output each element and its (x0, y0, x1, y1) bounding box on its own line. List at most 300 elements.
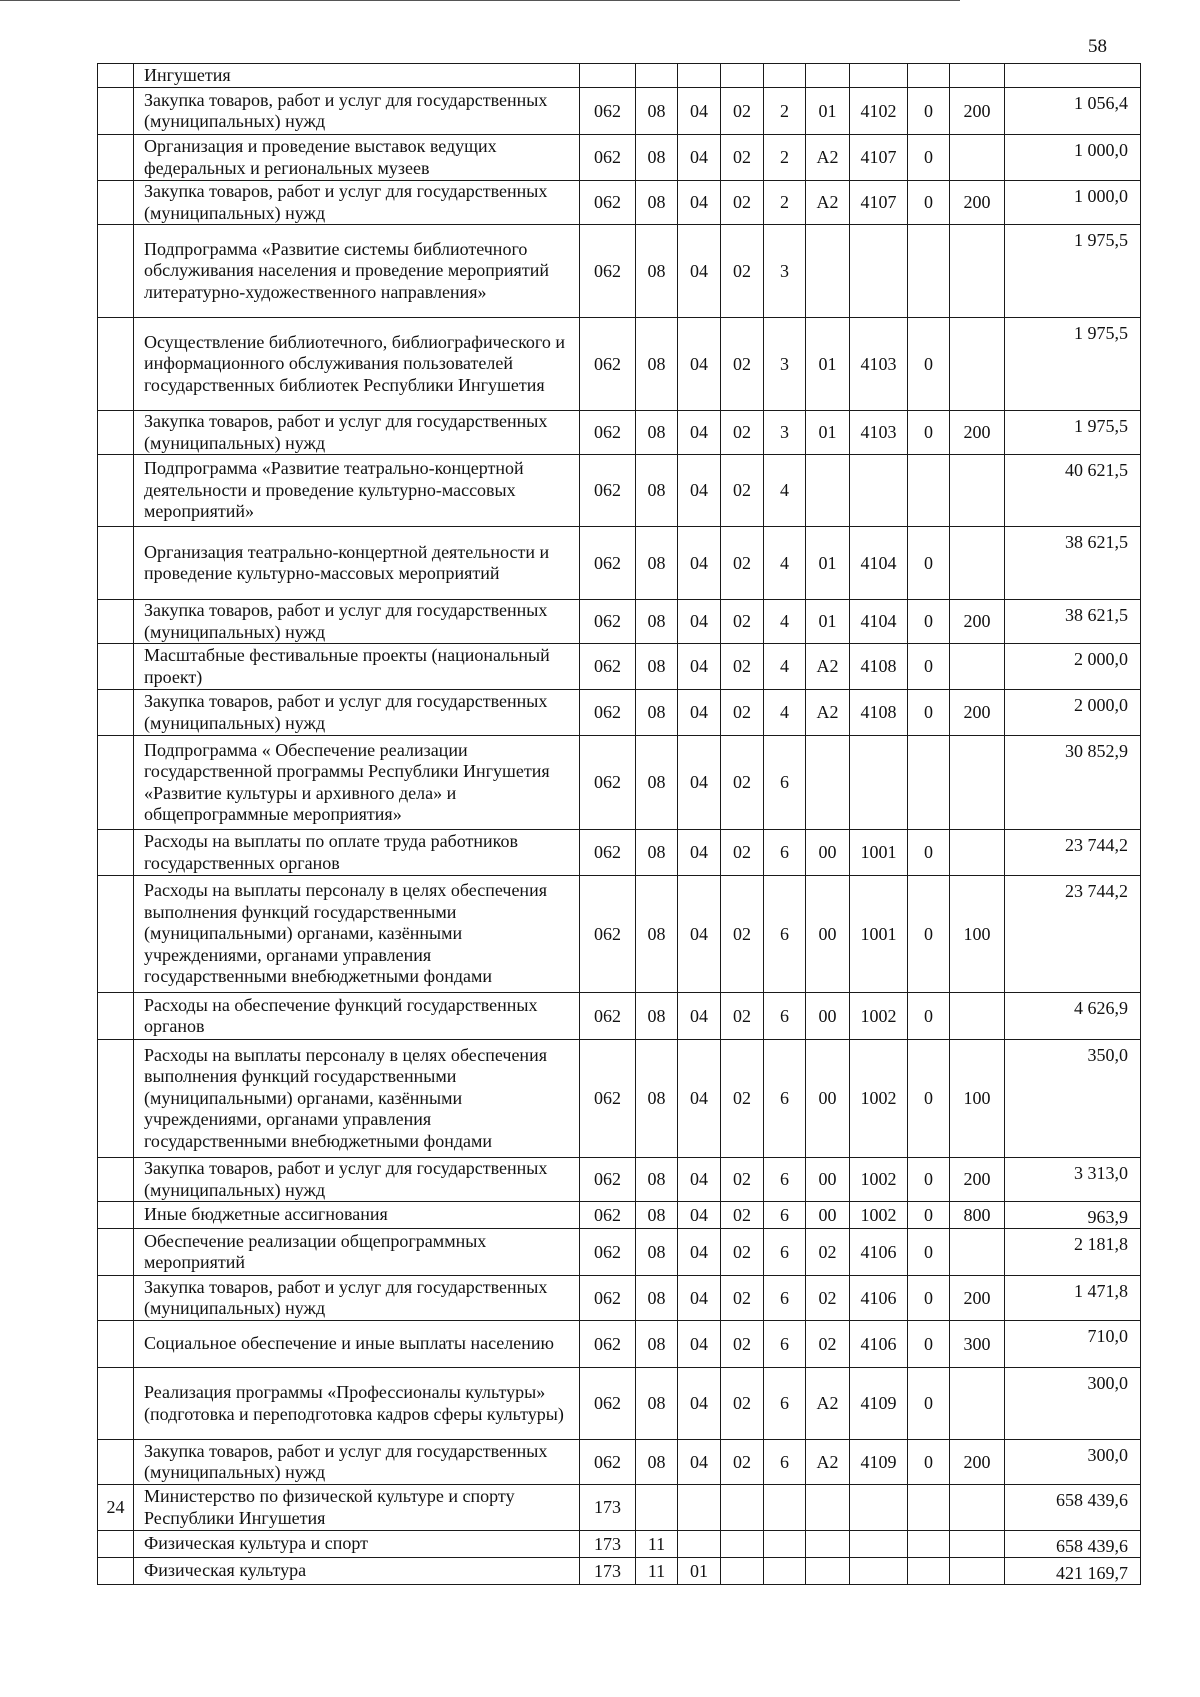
item-name-cell: Реализация программы «Профессионалы культуры» (подготовка и переподготовка кадров сферы культуры) (134, 1368, 580, 1440)
subsection-code-cell (678, 1485, 721, 1531)
item-name-cell: Ингушетия (134, 64, 580, 88)
expense-type-code-cell: 200 (950, 1276, 1005, 1321)
subprogram-code-cell: 6 (764, 876, 806, 993)
amount-cell: 658 439,6 (1005, 1531, 1141, 1558)
subprogram-code-cell: 6 (764, 1040, 806, 1158)
subprogram-code-cell: 6 (764, 993, 806, 1040)
table-row (98, 411, 1141, 455)
amount-cell (1005, 64, 1141, 88)
table-row (98, 318, 1141, 411)
table-row (98, 644, 1141, 690)
table-row (98, 1276, 1141, 1321)
amount-cell: 1 000,0 (1005, 181, 1141, 225)
expense-type-code-cell (950, 644, 1005, 690)
item-name-cell: Подпрограмма «Развитие системы библиотечного обслуживания населения и проведение мероприятий литературно-художественного направления» (134, 225, 580, 318)
section-code-cell: 08 (636, 318, 678, 411)
table-row (98, 1040, 1141, 1158)
item-name-cell: Физическая культура (134, 1558, 580, 1585)
section-code-cell: 08 (636, 411, 678, 455)
event-code-cell: 01 (806, 88, 850, 135)
table-row (98, 64, 1141, 88)
reserve-code-cell: 0 (908, 1158, 950, 1202)
admin-code-cell: 173 (580, 1485, 636, 1531)
subsection-code-cell (678, 1531, 721, 1558)
row-number-cell (98, 644, 134, 690)
item-name-cell: Подпрограмма « Обеспечение реализации государственной программы Республики Ингушетия «Развитие культуры и архивного дела» и общепрограммные мероприятия» (134, 736, 580, 830)
row-number-cell (98, 1531, 134, 1558)
subprogram-code-cell: 3 (764, 411, 806, 455)
row-number-cell (98, 876, 134, 993)
event-code-cell (806, 1558, 850, 1585)
row-number-cell (98, 1321, 134, 1368)
section-code-cell: 08 (636, 1440, 678, 1485)
admin-code-cell: 062 (580, 644, 636, 690)
section-code-cell: 11 (636, 1531, 678, 1558)
program-code-cell: 02 (721, 736, 764, 830)
section-code-cell: 08 (636, 690, 678, 736)
table-row (98, 135, 1141, 181)
table-row (98, 455, 1141, 527)
amount-cell: 4 626,9 (1005, 993, 1141, 1040)
reserve-code-cell: 0 (908, 993, 950, 1040)
admin-code-cell: 062 (580, 225, 636, 318)
row-number-cell: 24 (98, 1485, 134, 1531)
item-name-cell: Закупка товаров, работ и услуг для государственных (муниципальных) нужд (134, 1276, 580, 1321)
table-row (98, 600, 1141, 644)
subprogram-code-cell (764, 1485, 806, 1531)
reserve-code-cell: 0 (908, 1276, 950, 1321)
item-name-cell: Физическая культура и спорт (134, 1531, 580, 1558)
admin-code-cell: 062 (580, 1229, 636, 1276)
expense-type-code-cell (950, 1229, 1005, 1276)
section-code-cell: 08 (636, 830, 678, 876)
event-code-cell: А2 (806, 1368, 850, 1440)
admin-code-cell: 062 (580, 411, 636, 455)
item-name-cell: Иные бюджетные ассигнования (134, 1202, 580, 1229)
reserve-code-cell (908, 1531, 950, 1558)
subsection-code-cell: 04 (678, 736, 721, 830)
reserve-code-cell (908, 736, 950, 830)
program-code-cell: 02 (721, 1440, 764, 1485)
amount-cell: 1 056,4 (1005, 88, 1141, 135)
event-code-cell: 00 (806, 1202, 850, 1229)
budget-table-wrapper (97, 63, 1140, 1585)
subprogram-code-cell: 3 (764, 225, 806, 318)
item-name-cell: Закупка товаров, работ и услуг для государственных (муниципальных) нужд (134, 690, 580, 736)
program-code-cell: 02 (721, 181, 764, 225)
program-code-cell: 02 (721, 411, 764, 455)
table-row (98, 1558, 1141, 1585)
event-code-cell: 01 (806, 318, 850, 411)
expense-type-code-cell (950, 1368, 1005, 1440)
subsection-code-cell: 04 (678, 1368, 721, 1440)
direction-code-cell: 4102 (850, 88, 908, 135)
admin-code-cell: 062 (580, 1440, 636, 1485)
direction-code-cell: 1001 (850, 876, 908, 993)
expense-type-code-cell (950, 993, 1005, 1040)
item-name-cell: Обеспечение реализации общепрограммных мероприятий (134, 1229, 580, 1276)
subprogram-code-cell: 3 (764, 318, 806, 411)
row-number-cell (98, 993, 134, 1040)
subprogram-code-cell: 2 (764, 181, 806, 225)
subsection-code-cell: 04 (678, 225, 721, 318)
event-code-cell: 01 (806, 411, 850, 455)
item-name-cell: Подпрограмма «Развитие театрально-концертной деятельности и проведение культурно-массовых мероприятий» (134, 455, 580, 527)
direction-code-cell (850, 736, 908, 830)
event-code-cell (806, 225, 850, 318)
expense-type-code-cell (950, 455, 1005, 527)
subprogram-code-cell: 4 (764, 644, 806, 690)
amount-cell: 38 621,5 (1005, 527, 1141, 600)
item-name-cell: Расходы на обеспечение функций государственных органов (134, 993, 580, 1040)
item-name-cell: Расходы на выплаты персоналу в целях обеспечения выполнения функций государственными (муниципальными) органами, казёнными учреждениями, органами управления государственными внебюджетными фондами (134, 1040, 580, 1158)
reserve-code-cell: 0 (908, 644, 950, 690)
amount-cell: 23 744,2 (1005, 876, 1141, 993)
row-number-cell (98, 135, 134, 181)
section-code-cell: 08 (636, 644, 678, 690)
table-row (98, 1321, 1141, 1368)
subprogram-code-cell: 6 (764, 830, 806, 876)
expense-type-code-cell: 200 (950, 1158, 1005, 1202)
reserve-code-cell: 0 (908, 600, 950, 644)
subprogram-code-cell (764, 1558, 806, 1585)
section-code-cell: 08 (636, 1276, 678, 1321)
reserve-code-cell (908, 1485, 950, 1531)
table-row (98, 88, 1141, 135)
admin-code-cell: 062 (580, 455, 636, 527)
event-code-cell: А2 (806, 644, 850, 690)
amount-cell: 23 744,2 (1005, 830, 1141, 876)
reserve-code-cell: 0 (908, 690, 950, 736)
direction-code-cell: 4107 (850, 135, 908, 181)
table-row (98, 527, 1141, 600)
amount-cell: 38 621,5 (1005, 600, 1141, 644)
subsection-code-cell: 04 (678, 993, 721, 1040)
section-code-cell: 08 (636, 1321, 678, 1368)
program-code-cell: 02 (721, 876, 764, 993)
subsection-code-cell: 04 (678, 1229, 721, 1276)
amount-cell: 300,0 (1005, 1368, 1141, 1440)
program-code-cell: 02 (721, 600, 764, 644)
admin-code-cell: 062 (580, 318, 636, 411)
row-number-cell (98, 690, 134, 736)
event-code-cell (806, 1531, 850, 1558)
program-code-cell: 02 (721, 1276, 764, 1321)
expense-type-code-cell (950, 318, 1005, 411)
amount-cell: 1 975,5 (1005, 318, 1141, 411)
amount-cell: 2 000,0 (1005, 690, 1141, 736)
row-number-cell (98, 1229, 134, 1276)
event-code-cell: 00 (806, 830, 850, 876)
expense-type-code-cell (950, 1558, 1005, 1585)
subsection-code-cell: 04 (678, 600, 721, 644)
event-code-cell: 00 (806, 993, 850, 1040)
row-number-cell (98, 1158, 134, 1202)
event-code-cell (806, 455, 850, 527)
event-code-cell (806, 1485, 850, 1531)
subsection-code-cell: 04 (678, 181, 721, 225)
row-number-cell (98, 1558, 134, 1585)
reserve-code-cell: 0 (908, 181, 950, 225)
table-row (98, 876, 1141, 993)
expense-type-code-cell: 300 (950, 1321, 1005, 1368)
reserve-code-cell: 0 (908, 1440, 950, 1485)
program-code-cell: 02 (721, 1321, 764, 1368)
amount-cell: 30 852,9 (1005, 736, 1141, 830)
item-name-cell: Закупка товаров, работ и услуг для государственных (муниципальных) нужд (134, 181, 580, 225)
direction-code-cell: 4106 (850, 1276, 908, 1321)
subsection-code-cell: 04 (678, 690, 721, 736)
scan-edge-top (0, 0, 960, 1)
table-row (98, 1531, 1141, 1558)
event-code-cell: 02 (806, 1321, 850, 1368)
program-code-cell: 02 (721, 318, 764, 411)
subsection-code-cell: 01 (678, 1558, 721, 1585)
direction-code-cell: 4107 (850, 181, 908, 225)
row-number-cell (98, 88, 134, 135)
reserve-code-cell (908, 225, 950, 318)
section-code-cell: 08 (636, 181, 678, 225)
amount-cell: 350,0 (1005, 1040, 1141, 1158)
subsection-code-cell: 04 (678, 1440, 721, 1485)
table-row (98, 1158, 1141, 1202)
section-code-cell: 08 (636, 1229, 678, 1276)
section-code-cell (636, 64, 678, 88)
table-row (98, 1229, 1141, 1276)
expense-type-code-cell: 200 (950, 1440, 1005, 1485)
subprogram-code-cell: 6 (764, 1321, 806, 1368)
subprogram-code-cell: 4 (764, 690, 806, 736)
direction-code-cell: 4109 (850, 1440, 908, 1485)
event-code-cell: 02 (806, 1276, 850, 1321)
subprogram-code-cell: 6 (764, 1368, 806, 1440)
event-code-cell: А2 (806, 1440, 850, 1485)
amount-cell: 658 439,6 (1005, 1485, 1141, 1531)
subsection-code-cell: 04 (678, 1321, 721, 1368)
reserve-code-cell: 0 (908, 135, 950, 181)
amount-cell: 1 000,0 (1005, 135, 1141, 181)
section-code-cell: 08 (636, 135, 678, 181)
event-code-cell (806, 64, 850, 88)
subprogram-code-cell: 6 (764, 1202, 806, 1229)
program-code-cell: 02 (721, 1158, 764, 1202)
subprogram-code-cell: 4 (764, 527, 806, 600)
table-body (98, 64, 1141, 1585)
expense-type-code-cell (950, 225, 1005, 318)
reserve-code-cell: 0 (908, 88, 950, 135)
subsection-code-cell: 04 (678, 88, 721, 135)
admin-code-cell: 062 (580, 88, 636, 135)
event-code-cell: 02 (806, 1229, 850, 1276)
section-code-cell: 08 (636, 88, 678, 135)
program-code-cell: 02 (721, 644, 764, 690)
program-code-cell (721, 1531, 764, 1558)
direction-code-cell: 4106 (850, 1321, 908, 1368)
amount-cell: 1 975,5 (1005, 225, 1141, 318)
table-row (98, 830, 1141, 876)
amount-cell: 1 471,8 (1005, 1276, 1141, 1321)
row-number-cell (98, 1368, 134, 1440)
reserve-code-cell: 0 (908, 1040, 950, 1158)
direction-code-cell (850, 1558, 908, 1585)
admin-code-cell: 062 (580, 1276, 636, 1321)
direction-code-cell: 1002 (850, 1202, 908, 1229)
section-code-cell: 08 (636, 225, 678, 318)
row-number-cell (98, 736, 134, 830)
expense-type-code-cell: 200 (950, 181, 1005, 225)
item-name-cell: Расходы на выплаты по оплате труда работников государственных органов (134, 830, 580, 876)
amount-cell: 710,0 (1005, 1321, 1141, 1368)
item-name-cell: Закупка товаров, работ и услуг для государственных (муниципальных) нужд (134, 411, 580, 455)
expense-type-code-cell (950, 1531, 1005, 1558)
reserve-code-cell: 0 (908, 1202, 950, 1229)
subsection-code-cell: 04 (678, 1158, 721, 1202)
table-row (98, 1202, 1141, 1229)
event-code-cell: 00 (806, 1158, 850, 1202)
row-number-cell (98, 181, 134, 225)
item-name-cell: Осуществление библиотечного, библиографического и информационного обслуживания пользователей государственных библиотек Республики Ингушетия (134, 318, 580, 411)
direction-code-cell: 1002 (850, 1040, 908, 1158)
subprogram-code-cell: 2 (764, 88, 806, 135)
reserve-code-cell (908, 1558, 950, 1585)
item-name-cell: Закупка товаров, работ и услуг для государственных (муниципальных) нужд (134, 88, 580, 135)
amount-cell: 963,9 (1005, 1202, 1141, 1229)
expense-type-code-cell: 200 (950, 411, 1005, 455)
reserve-code-cell: 0 (908, 1368, 950, 1440)
program-code-cell: 02 (721, 88, 764, 135)
direction-code-cell (850, 64, 908, 88)
table-row (98, 181, 1141, 225)
direction-code-cell: 4108 (850, 690, 908, 736)
admin-code-cell: 062 (580, 736, 636, 830)
section-code-cell: 08 (636, 455, 678, 527)
admin-code-cell: 173 (580, 1531, 636, 1558)
subsection-code-cell: 04 (678, 135, 721, 181)
subsection-code-cell: 04 (678, 527, 721, 600)
subsection-code-cell: 04 (678, 644, 721, 690)
program-code-cell: 02 (721, 455, 764, 527)
subsection-code-cell: 04 (678, 830, 721, 876)
program-code-cell (721, 1485, 764, 1531)
program-code-cell: 02 (721, 830, 764, 876)
expense-type-code-cell (950, 830, 1005, 876)
section-code-cell: 11 (636, 1558, 678, 1585)
section-code-cell: 08 (636, 993, 678, 1040)
amount-cell: 40 621,5 (1005, 455, 1141, 527)
item-name-cell: Организация театрально-концертной деятельности и проведение культурно-массовых мероприятий (134, 527, 580, 600)
subprogram-code-cell: 6 (764, 736, 806, 830)
direction-code-cell: 4103 (850, 411, 908, 455)
subprogram-code-cell: 6 (764, 1276, 806, 1321)
row-number-cell (98, 830, 134, 876)
event-code-cell: А2 (806, 690, 850, 736)
table-row (98, 993, 1141, 1040)
direction-code-cell (850, 455, 908, 527)
admin-code-cell: 062 (580, 181, 636, 225)
direction-code-cell: 1002 (850, 1158, 908, 1202)
program-code-cell: 02 (721, 993, 764, 1040)
subsection-code-cell: 04 (678, 1276, 721, 1321)
admin-code-cell: 062 (580, 1040, 636, 1158)
reserve-code-cell (908, 455, 950, 527)
item-name-cell: Масштабные фестивальные проекты (национальный проект) (134, 644, 580, 690)
reserve-code-cell (908, 64, 950, 88)
row-number-cell (98, 1440, 134, 1485)
admin-code-cell: 062 (580, 690, 636, 736)
subsection-code-cell (678, 64, 721, 88)
subprogram-code-cell: 4 (764, 600, 806, 644)
reserve-code-cell: 0 (908, 876, 950, 993)
reserve-code-cell: 0 (908, 318, 950, 411)
subprogram-code-cell (764, 64, 806, 88)
row-number-cell (98, 411, 134, 455)
row-number-cell (98, 455, 134, 527)
amount-cell: 2 181,8 (1005, 1229, 1141, 1276)
admin-code-cell: 062 (580, 830, 636, 876)
admin-code-cell: 062 (580, 1368, 636, 1440)
event-code-cell: А2 (806, 135, 850, 181)
page-number: 58 (1088, 36, 1107, 57)
subsection-code-cell: 04 (678, 1040, 721, 1158)
row-number-cell (98, 1202, 134, 1229)
item-name-cell: Организация и проведение выставок ведущих федеральных и региональных музеев (134, 135, 580, 181)
amount-cell: 3 313,0 (1005, 1158, 1141, 1202)
admin-code-cell: 173 (580, 1558, 636, 1585)
subprogram-code-cell: 6 (764, 1229, 806, 1276)
table-row (98, 736, 1141, 830)
amount-cell: 2 000,0 (1005, 644, 1141, 690)
direction-code-cell: 4109 (850, 1368, 908, 1440)
row-number-cell (98, 1040, 134, 1158)
subsection-code-cell: 04 (678, 411, 721, 455)
event-code-cell: 01 (806, 600, 850, 644)
admin-code-cell: 062 (580, 1158, 636, 1202)
reserve-code-cell: 0 (908, 830, 950, 876)
admin-code-cell: 062 (580, 1202, 636, 1229)
table-row (98, 225, 1141, 318)
program-code-cell (721, 64, 764, 88)
program-code-cell: 02 (721, 690, 764, 736)
direction-code-cell (850, 1485, 908, 1531)
budget-table (97, 63, 1141, 1585)
section-code-cell: 08 (636, 1202, 678, 1229)
direction-code-cell: 4106 (850, 1229, 908, 1276)
row-number-cell (98, 600, 134, 644)
section-code-cell: 08 (636, 600, 678, 644)
direction-code-cell: 4104 (850, 527, 908, 600)
table-row (98, 1440, 1141, 1485)
item-name-cell: Закупка товаров, работ и услуг для государственных (муниципальных) нужд (134, 600, 580, 644)
direction-code-cell: 4108 (850, 644, 908, 690)
admin-code-cell: 062 (580, 993, 636, 1040)
admin-code-cell: 062 (580, 876, 636, 993)
program-code-cell: 02 (721, 1202, 764, 1229)
section-code-cell: 08 (636, 736, 678, 830)
subprogram-code-cell: 4 (764, 455, 806, 527)
expense-type-code-cell: 800 (950, 1202, 1005, 1229)
expense-type-code-cell (950, 736, 1005, 830)
direction-code-cell: 1001 (850, 830, 908, 876)
expense-type-code-cell (950, 1485, 1005, 1531)
expense-type-code-cell (950, 527, 1005, 600)
subsection-code-cell: 04 (678, 318, 721, 411)
admin-code-cell: 062 (580, 135, 636, 181)
subprogram-code-cell: 6 (764, 1158, 806, 1202)
row-number-cell (98, 527, 134, 600)
expense-type-code-cell: 200 (950, 690, 1005, 736)
row-number-cell (98, 225, 134, 318)
item-name-cell: Министерство по физической культуре и спорту Республики Ингушетия (134, 1485, 580, 1531)
